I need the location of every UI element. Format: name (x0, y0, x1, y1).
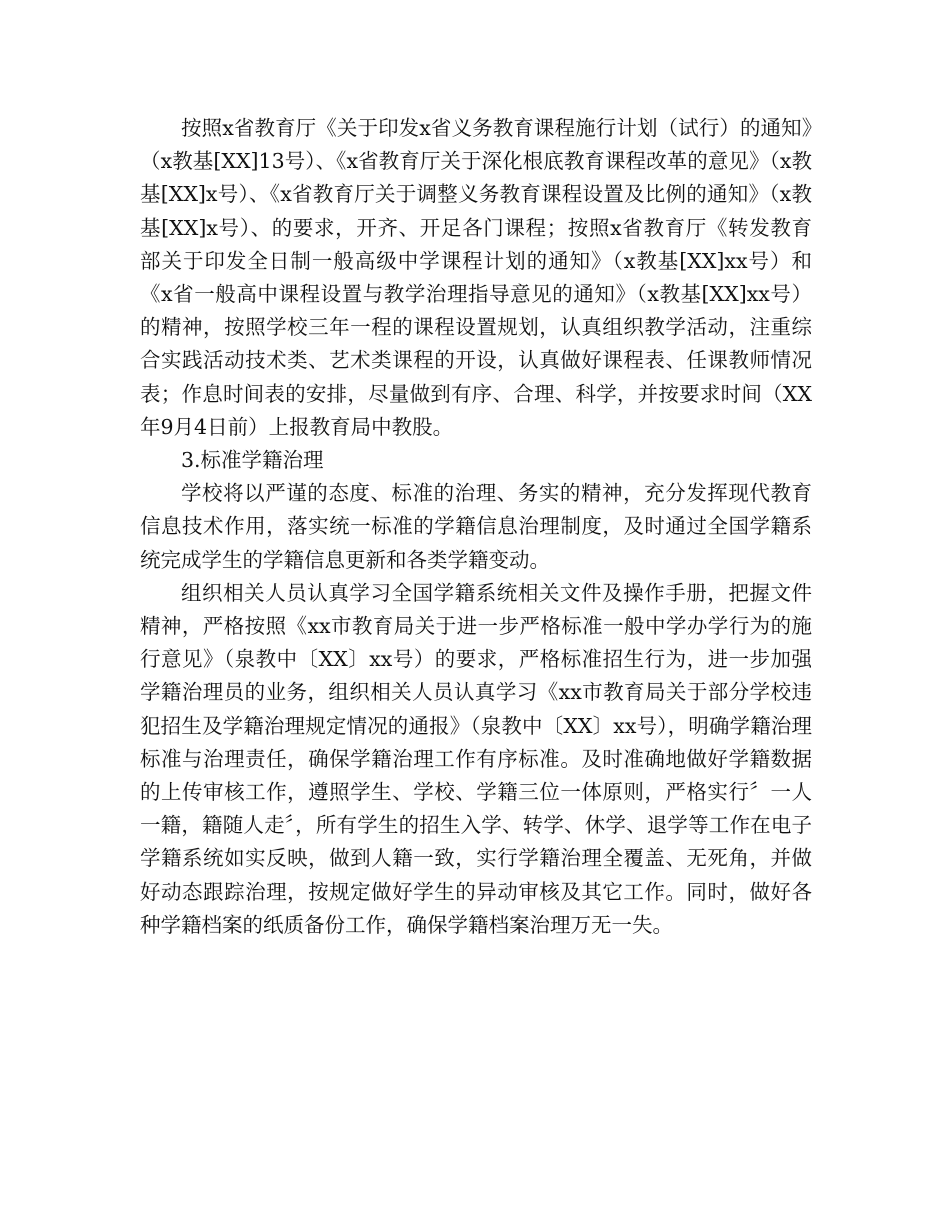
section-heading-student-registration: 3.标准学籍治理 (181, 448, 324, 473)
paragraph-registration-attitude: 学校将以严谨的态度、标准的治理、务实的精神，充分发挥现代教育信息技术作用，落实统一标准的学籍信息治理制度，及时通过全国学籍系统完成学生的学籍信息更新和各类学籍变动。 (140, 481, 812, 572)
paragraph-registration-procedures: 组织相关人员认真学习全国学籍系统相关文件及操作手册，把握文件精神，严格按照《xx市教育局关于进一步严格标准一般中学办学行为的施行意见》（泉教中〔XX〕xx号）的要求，严格标准招生行为，进一步加强学籍治理员的业务，组织相关人员认真学习《xx市教育局关于部分学校违犯招生及学籍治理规定情况的通报》（泉教中〔XX〕xx号），明确学籍治理标准与治理责任，确保学籍治理工作有序标准。及时准确地做好学籍数据的上传审核工作，遵照学生、学校、学籍三位一体原则，严格实行〞一人一籍，籍随人走〞，所有学生的招生入学、转学、休学、退学等工作在电子学籍系统如实反映，做到人籍一致，实行学籍治理全覆盖、无死角，并做好动态跟踪治理，按规定做好学生的异动审核及其它工作。同时，做好各种学籍档案的纸质备份工作，确保学籍档案治理万无一失。 (140, 580, 812, 937)
document-body (140, 112, 812, 942)
paragraph-curriculum-plan: 按照x省教育厅《关于印发x省义务教育课程施行计划（试行）的通知》（x教基[XX]13号）、《x省教育厅关于深化根底教育课程改革的意见》（x教基[XX]x号）、《x省教育厅关于调整义务教育课程设置及比例的通知》（x教基[XX]x号）、的要求，开齐、开足各门课程；按照x省教育厅《转发教育部关于印发全日制一般高级中学课程计划的通知》（x教基[XX]xx号）和《x省一般高中课程设置与教学治理指导意见的通知》（x教基[XX]xx号）的精神，按照学校三年一程的课程设置规划，认真组织教学活动，注重综合实践活动技术类、艺术类课程的开设，认真做好课程表、任课教师情况表；作息时间表的安排，尽量做到有序、合理、科学，并按要求时间（XX年9月4日前）上报教育局中教股。 (140, 116, 812, 439)
